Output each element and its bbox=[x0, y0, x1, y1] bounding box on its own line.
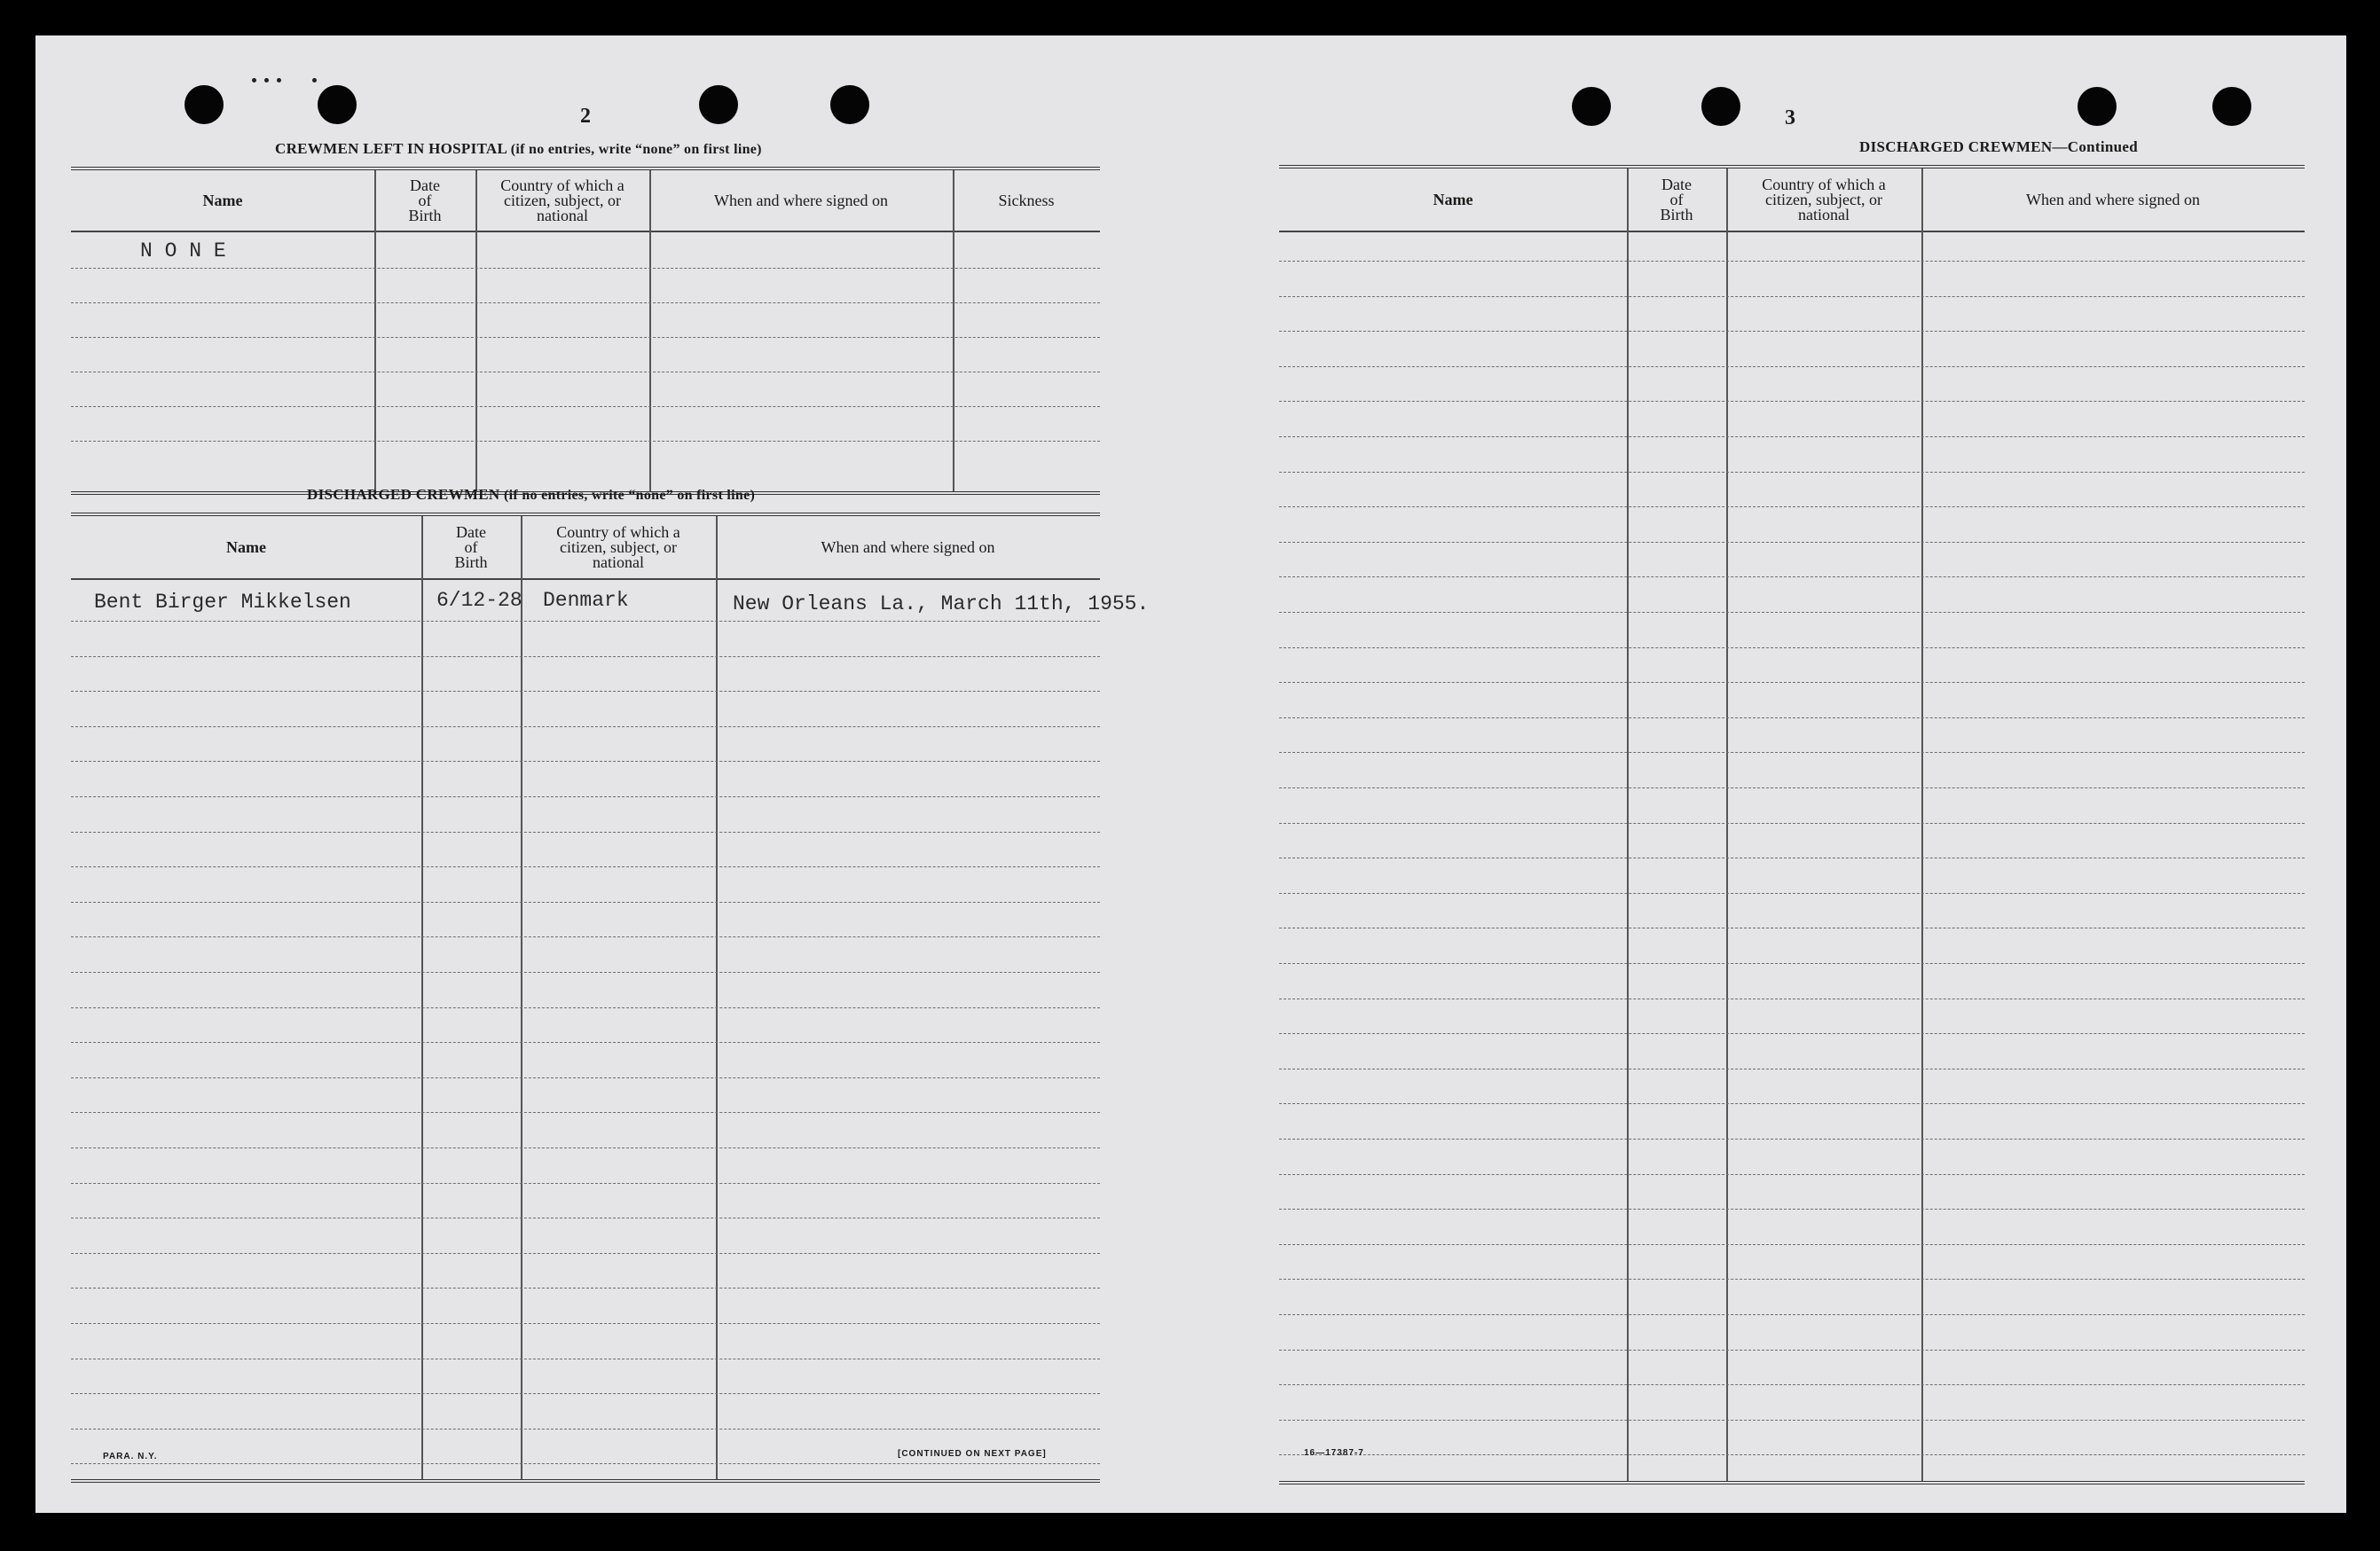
header-line: Date bbox=[1661, 175, 1692, 193]
hospital-entry-none: N O N E bbox=[140, 239, 226, 262]
header-line: national bbox=[593, 552, 644, 571]
row-line bbox=[71, 1393, 1100, 1394]
header-line: citizen, subject, or bbox=[1765, 190, 1882, 208]
punch-hole bbox=[2078, 87, 2117, 126]
punch-hole bbox=[699, 85, 738, 124]
header-line: Birth bbox=[454, 552, 488, 571]
hospital-title-note: (if no entries, write “none” on first line) bbox=[510, 142, 762, 157]
column-rule bbox=[475, 170, 477, 491]
row-line bbox=[1279, 823, 2305, 824]
column-header-country bbox=[521, 516, 716, 580]
header-line: Country of which a bbox=[500, 176, 624, 194]
column-rule bbox=[953, 170, 954, 491]
column-header-name: Name bbox=[1279, 168, 1627, 232]
header-line: Country of which a bbox=[1762, 175, 1886, 193]
row-line bbox=[1279, 612, 2305, 613]
row-line bbox=[1279, 1244, 2305, 1245]
row-line bbox=[71, 691, 1100, 692]
header-line: citizen, subject, or bbox=[504, 191, 621, 209]
column-header-name: Name bbox=[71, 516, 421, 580]
discharged-row-country: Denmark bbox=[543, 589, 629, 612]
speck bbox=[264, 78, 269, 82]
row-line bbox=[1279, 366, 2305, 367]
row-line bbox=[71, 902, 1100, 903]
discharged-section-title bbox=[307, 486, 755, 504]
row-line bbox=[1279, 1420, 2305, 1421]
row-line bbox=[1279, 576, 2305, 577]
row-line bbox=[1279, 752, 2305, 753]
row-line bbox=[1279, 1139, 2305, 1140]
row-line bbox=[71, 866, 1100, 867]
column-rule bbox=[716, 516, 718, 1479]
column-rule bbox=[374, 170, 376, 491]
row-line bbox=[71, 337, 1100, 338]
row-line bbox=[71, 1077, 1100, 1078]
row-line bbox=[1279, 1174, 2305, 1175]
column-rule bbox=[649, 170, 651, 491]
row-line bbox=[1279, 963, 2305, 964]
discharged-row-date-of-birth: 6/12-28 bbox=[436, 589, 522, 612]
header-line: national bbox=[537, 206, 588, 224]
speck bbox=[277, 78, 281, 82]
column-rule bbox=[421, 516, 423, 1479]
header-line: of bbox=[418, 191, 432, 209]
row-line bbox=[71, 268, 1100, 269]
header-line: citizen, subject, or bbox=[560, 537, 677, 556]
row-line bbox=[1279, 682, 2305, 683]
punch-hole bbox=[1701, 87, 1740, 126]
row-line bbox=[1279, 893, 2305, 894]
row-line bbox=[1279, 1103, 2305, 1104]
row-line bbox=[1279, 1209, 2305, 1210]
page-number: 2 bbox=[580, 105, 591, 128]
row-line bbox=[1279, 1279, 2305, 1280]
row-line bbox=[71, 1112, 1100, 1113]
discharged-row-name: Bent Birger Mikkelsen bbox=[94, 591, 351, 614]
footer-form-number: 16—17387-7 bbox=[1304, 1448, 1364, 1458]
row-line bbox=[1279, 1033, 2305, 1034]
row-line bbox=[1279, 261, 2305, 262]
header-line: Date bbox=[410, 176, 440, 194]
header-line: Birth bbox=[1660, 205, 1693, 223]
row-line bbox=[71, 406, 1100, 407]
row-line bbox=[71, 1007, 1100, 1008]
row-line bbox=[1279, 401, 2305, 402]
discharged-title-note: (if no entries, write “none” on first line) bbox=[504, 488, 756, 503]
page-number: 3 bbox=[1785, 106, 1795, 129]
row-line bbox=[1279, 506, 2305, 507]
row-line bbox=[71, 656, 1100, 657]
right-page bbox=[1190, 35, 2346, 1513]
punch-hole bbox=[1572, 87, 1611, 126]
column-header-name: Name bbox=[71, 170, 374, 232]
row-line bbox=[1279, 1384, 2305, 1385]
header-line: of bbox=[1669, 190, 1684, 208]
row-line bbox=[1279, 647, 2305, 648]
row-line bbox=[1279, 787, 2305, 788]
column-header-sickness: Sickness bbox=[953, 170, 1100, 232]
header-line: national bbox=[1798, 205, 1850, 223]
column-header-date-of-birth bbox=[1627, 168, 1726, 232]
row-line bbox=[1279, 472, 2305, 473]
header-line: Birth bbox=[408, 206, 442, 224]
row-line bbox=[71, 832, 1100, 833]
punch-hole bbox=[830, 85, 869, 124]
header-line: Date bbox=[456, 522, 486, 541]
row-line bbox=[71, 1463, 1100, 1464]
row-line bbox=[71, 1429, 1100, 1430]
discharged-table bbox=[71, 513, 1150, 1483]
discharged-row-signed-on: New Orleans La., March 11th, 1955. bbox=[733, 592, 1150, 615]
footer-printer-mark: PARA. N.Y. bbox=[103, 1452, 158, 1461]
row-line bbox=[71, 1288, 1100, 1289]
row-line bbox=[1279, 1454, 2305, 1455]
column-header-country bbox=[475, 170, 649, 232]
row-line bbox=[1279, 1314, 2305, 1315]
column-header-date-of-birth bbox=[421, 516, 521, 580]
row-line bbox=[71, 761, 1100, 762]
row-line bbox=[71, 302, 1100, 303]
row-line bbox=[71, 1253, 1100, 1254]
row-line bbox=[1279, 331, 2305, 332]
row-line bbox=[71, 936, 1100, 937]
column-header-signed-on: When and where signed on bbox=[1921, 168, 2305, 232]
form-sheet bbox=[35, 35, 2346, 1513]
row-line bbox=[1279, 1350, 2305, 1351]
row-line bbox=[71, 1042, 1100, 1043]
discharged-continued-title: DISCHARGED CREWMEN—Continued bbox=[1859, 138, 2138, 155]
column-header-signed-on: When and where signed on bbox=[649, 170, 953, 232]
left-page bbox=[35, 35, 1190, 1513]
discharged-title-text: DISCHARGED CREWMEN bbox=[307, 486, 500, 503]
punch-hole bbox=[185, 85, 224, 124]
row-line bbox=[71, 621, 1100, 622]
punch-hole bbox=[318, 85, 357, 124]
row-line bbox=[1279, 542, 2305, 543]
speck bbox=[312, 78, 317, 82]
punch-hole bbox=[2212, 87, 2251, 126]
row-line bbox=[71, 796, 1100, 797]
hospital-table bbox=[71, 167, 1100, 495]
speck bbox=[252, 78, 256, 82]
row-line bbox=[71, 1183, 1100, 1184]
column-header-date-of-birth bbox=[374, 170, 475, 232]
header-line: of bbox=[464, 537, 478, 556]
header-line: Country of which a bbox=[556, 522, 680, 541]
row-line bbox=[71, 972, 1100, 973]
column-rule bbox=[521, 516, 522, 1479]
column-header-country bbox=[1726, 168, 1921, 232]
row-line bbox=[1279, 436, 2305, 437]
hospital-title-text: CREWMEN LEFT IN HOSPITAL bbox=[275, 140, 507, 157]
row-line bbox=[71, 441, 1100, 442]
footer-continued-note: [CONTINUED ON NEXT PAGE] bbox=[898, 1449, 1047, 1459]
hospital-section-title bbox=[275, 140, 762, 158]
row-line bbox=[71, 1323, 1100, 1324]
row-line bbox=[71, 726, 1100, 727]
row-line bbox=[1279, 717, 2305, 718]
column-header-signed-on: When and where signed on bbox=[716, 516, 1100, 580]
row-line bbox=[1279, 296, 2305, 297]
discharged-continued-table bbox=[1279, 165, 2305, 1484]
